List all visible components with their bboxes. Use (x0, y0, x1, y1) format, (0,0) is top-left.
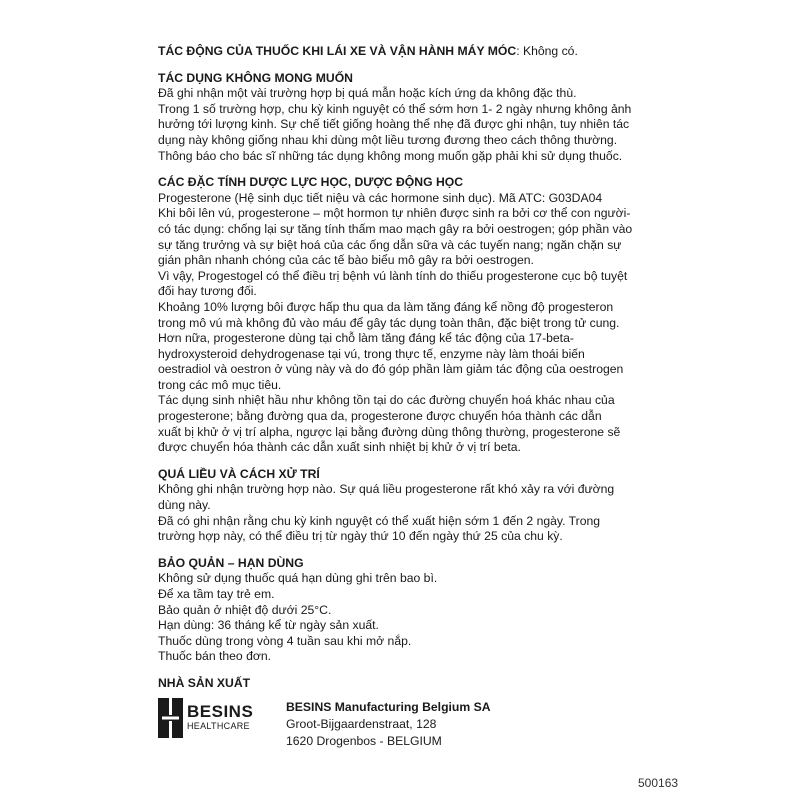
manufacturer-title: NHÀ SẢN XUẤT (158, 675, 251, 690)
manufacturer-address (286, 698, 491, 750)
document-code: 500163 (638, 776, 679, 790)
paragraph-line: hưởng tới lượng kinh. Sự chế tiết giống hoàng thể nhẹ đã được ghi nhận, tuy nhiên tác (158, 117, 630, 132)
manufacturer-name: BESINS Manufacturing Belgium SA (286, 699, 491, 714)
logo-subtitle: HEALTHCARE (187, 721, 250, 732)
section-overdose (158, 467, 638, 545)
overdose-title: QUÁ LIỀU VÀ CÁCH XỬ TRÍ (158, 466, 320, 481)
logo-brand: BESINS (187, 702, 254, 722)
paragraph-line: Hơn nữa, progesterone dùng tại chỗ làm tăng đáng kể tác động của 17-beta- (158, 331, 574, 346)
section-storage (158, 556, 638, 665)
paragraph-line: trong mô vú mà không đủ vào máu để gây tác dụng toàn thân, đặc biệt trong tử cung. (158, 315, 620, 330)
paragraph-line: oestradiol và oestron ở vùng này và do đó góp phần làm giảm tác động của oestrogen (158, 362, 624, 377)
driving-title: TÁC ĐỘNG CỦA THUỐC KHI LÁI XE VÀ VẬN HÀNH MÁY MÓC (158, 44, 517, 58)
paragraph-line: có tác dụng: chống lại sự tăng tính thấm mao mạch gây ra bởi oestrogen; góp phần vào (158, 221, 633, 236)
besins-logo (158, 698, 286, 738)
paragraph-line: hydroxysteroid dehydrogenase tại vú, trong thực tế, enzyme này làm thoái biến (158, 346, 585, 361)
paragraph-line: Thuốc bán theo đơn. (158, 649, 272, 664)
section-side-effects (158, 71, 638, 165)
paragraph-line: Không sử dụng thuốc quá hạn dùng ghi trên bao bì. (158, 571, 438, 586)
pharmacology-title: CÁC ĐẶC TÍNH DƯỢC LỰC HỌC, DƯỢC ĐỘNG HỌC (158, 175, 464, 190)
paragraph-line: Khoảng 10% lượng bôi được hấp thu qua da làm tăng đáng kể nồng độ progesteron (158, 299, 614, 314)
address-line: 1620 Drogenbos - BELGIUM (286, 733, 442, 748)
paragraph-line: Thông báo cho bác sĩ những tác dụng không mong muốn gặp phải khi sử dụng thuốc. (158, 148, 623, 163)
paragraph-line: dùng này. (158, 498, 211, 513)
paragraph-line: progesterone; bằng đường qua da, progesterone được chuyển hóa thành các dẫn (158, 409, 602, 424)
paragraph-line: được chuyển hóa thành các dẫn xuất sinh nhiệt bị khử ở vị trí beta. (158, 440, 521, 455)
paragraph-line: Để xa tầm tay trẻ em. (158, 587, 275, 601)
paragraph-line: đối hay tương đối. (158, 284, 257, 299)
paragraph-line: xuất bị khử ở vị trí alpha, ngược lại bằng đường dùng thông thường, progesterone sẽ (158, 424, 621, 439)
paragraph-line: Tác dụng sinh nhiệt hầu như không tồn tại do các đường chuyển hoá khác nhau của (158, 393, 615, 408)
paragraph-line: Đã ghi nhận một vài trường hợp bị quá mẫn hoặc kích ứng da không đặc thù. (158, 86, 577, 101)
paragraph-line: Không ghi nhận trường hợp nào. Sự quá liều progesterone rất khó xảy ra với đường (158, 482, 615, 497)
address-line: Groot-Bijgaardenstraat, 128 (286, 716, 437, 731)
paragraph-line: Vì vậy, Progestogel có thể điều trị bệnh vú lành tính do thiếu progesterone cục bộ tuyệt (158, 268, 628, 283)
paragraph-line: Thuốc dùng trong vòng 4 tuần sau khi mở nắp. (158, 633, 412, 648)
storage-title: BẢO QUẢN – HẠN DÙNG (158, 555, 304, 570)
side-effects-title: TÁC DỤNG KHÔNG MONG MUỐN (158, 70, 353, 85)
paragraph-line: Trong 1 số trường hợp, chu kỳ kinh nguyệt có thể sớm hơn 1- 2 ngày nhưng không ảnh (158, 101, 632, 116)
section-pharmacology (158, 175, 638, 456)
paragraph-line: dụng này không giống nhau khi dùng một liều tương đương theo cách thông thường. (158, 132, 618, 147)
section-manufacturer (158, 676, 638, 750)
paragraph-line: Đã có ghi nhận rằng chu kỳ kinh nguyệt có thể xuất hiện sớm 1 đến 2 ngày. Trong (158, 513, 601, 528)
driving-text: : Không có. (516, 44, 578, 58)
paragraph-line: Hạn dùng: 36 tháng kể từ ngày sản xuất. (158, 618, 379, 633)
leaflet-page (158, 44, 638, 761)
paragraph-line: trường hợp này, có thể điều trị từ ngày thứ 10 đến ngày thứ 25 của chu kỳ. (158, 529, 563, 544)
paragraph-line: sự tăng trưởng và sự biệt hoá của các ống dẫn sữa và các tuyến nang; ngăn chặn sự (158, 237, 622, 252)
section-driving (158, 44, 638, 60)
paragraph-line: Bảo quản ở nhiệt độ dưới 25°C. (158, 602, 332, 617)
paragraph-line: trong các mô mục tiêu. (158, 377, 282, 392)
besins-logo-icon (158, 698, 183, 738)
paragraph-line: Khi bôi lên vú, progesterone – một hormon tự nhiên được sinh ra bởi cơ thể con người- (158, 206, 631, 221)
paragraph-line: Progesterone (Hệ sinh dục tiết niệu và các hormone sinh dục). Mã ATC: G03DA04 (158, 190, 603, 205)
paragraph-line: gián phân nhanh chóng của các tế bào biểu mô gây ra bởi oestrogen. (158, 253, 534, 268)
